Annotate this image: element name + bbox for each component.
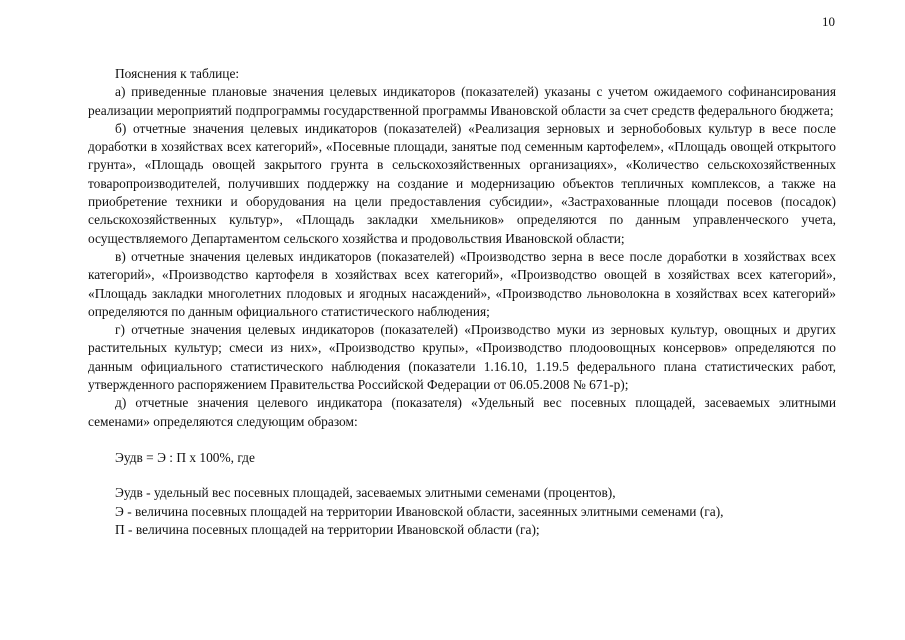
paragraph-g: г) отчетные значения целевых индикаторов (показателей) «Производство муки из зерновых культур, овощных и других растительных культур; смеси из них», «Производство крупы», «Производство плодоовощных консервов» определяются по данным официального статистического наблюдения (показатели 1.16.10, 1.19.5 федерального плана статистических работ, утвержденного распоряжением Правительства Российской Федерации от 06.05.2008 № 671-р); <box>88 322 836 393</box>
page-number: 10 <box>822 14 835 29</box>
document-body <box>88 65 836 539</box>
definition-e: Э - величина посевных площадей на территории Ивановской области, засеянных элитными семенами (га), <box>115 503 724 519</box>
definition-p: П - величина посевных площадей на территории Ивановской области (га); <box>115 521 540 537</box>
paragraph-a: а) приведенные плановые значения целевых индикаторов (показателей) указаны с учетом ожидаемого софинансирования реализации мероприятий подпрограммы государственной программы Ивановской области за счет средств федерального бюджета; <box>88 84 836 118</box>
formula: Эудв = Э : П x 100%, где <box>115 449 255 465</box>
notes-heading: Пояснения к таблице: <box>115 66 240 81</box>
paragraph-b: б) отчетные значения целевых индикаторов (показателей) «Реализация зерновых и зернобобовых культур в весе после доработки в хозяйствах всех категорий», «Посевные площади, занятые под семенным картофелем», «Площадь овощей открытого грунта», «Площадь овощей закрытого грунта в сельскохозяйственных организациях», «Количество сельскохозяйственных товаропроизводителей, получивших поддержку на создание и модернизацию объектов тепличных комплексов, а также на приобретение техники и оборудования на цели предоставления субсидии», «Застрахованные площади посевов (посадок) сельскохозяйственных культур», «Площадь закладки хмельников» определяются по данным управленческого учета, осуществляемого Департаментом сельского хозяйства и продовольствия Ивановской области; <box>88 120 836 246</box>
paragraph-d: д) отчетные значения целевого индикатора (показателя) «Удельный вес посевных площадей, засеваемых элитными семенами» определяются следующим образом: <box>88 395 836 429</box>
paragraph-v: в) отчетные значения целевых индикаторов (показателей) «Производство зерна в весе после доработки в хозяйствах всех категорий», «Производство картофеля в хозяйствах всех категорий», «Производство овощей в хозяйствах всех категорий», «Площадь закладки многолетних плодовых и ягодных насаждений», «Производство льноволокна в хозяйствах всех категорий» определяются по данным официального статистического наблюдения; <box>88 248 836 319</box>
definition-eudv: Эудв - удельный вес посевных площадей, засеваемых элитными семенами (процентов), <box>115 485 616 501</box>
